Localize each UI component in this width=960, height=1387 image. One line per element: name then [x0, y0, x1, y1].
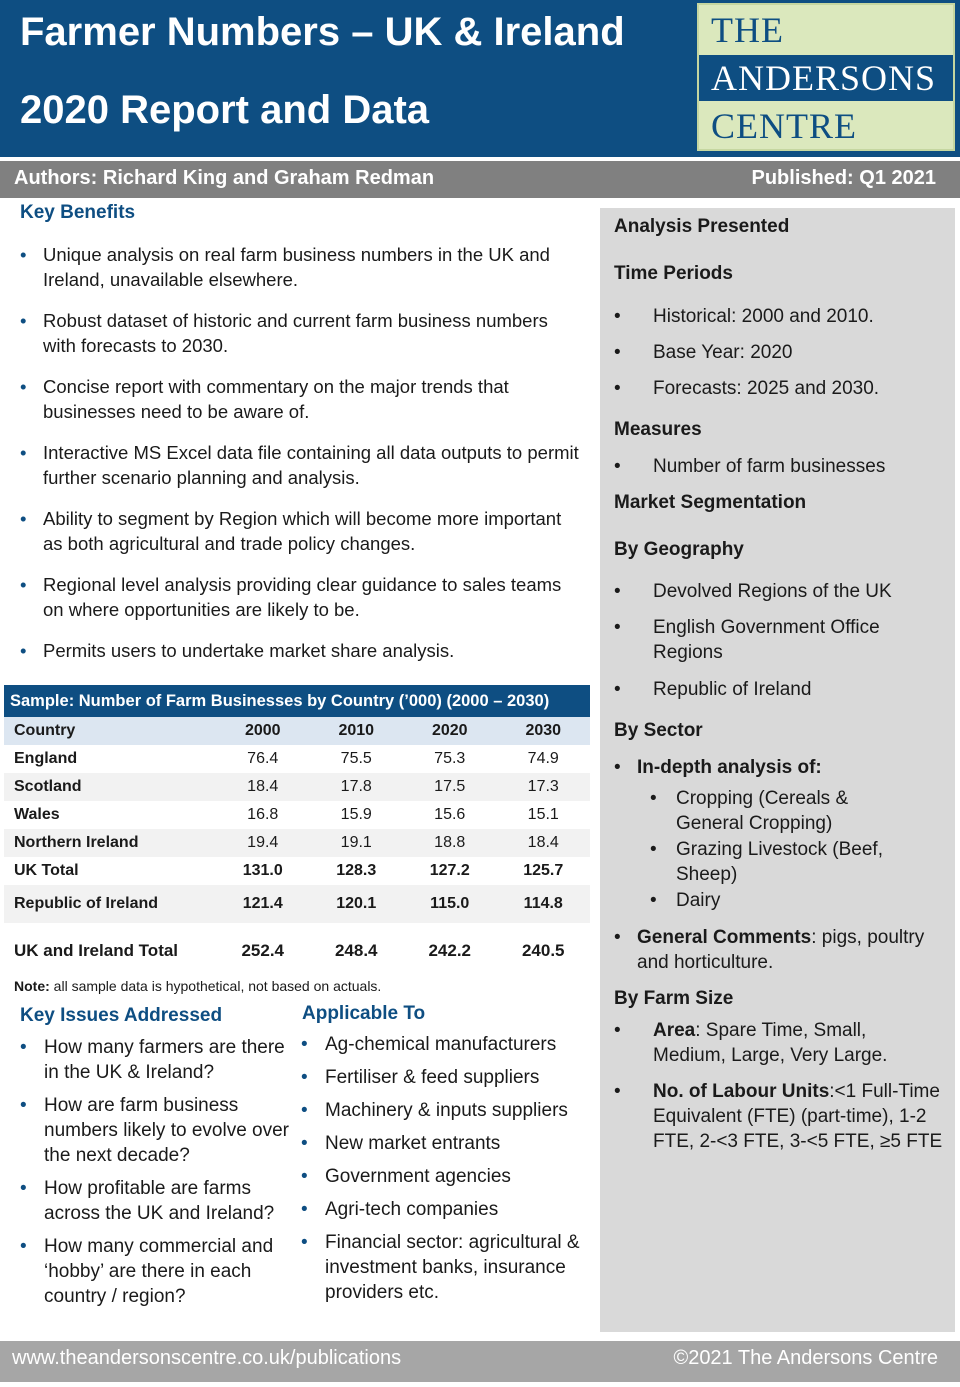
- bullet-icon: •: [20, 508, 27, 529]
- bullet-icon: •: [650, 890, 657, 911]
- list-item: • New market entrants: [301, 1133, 501, 1154]
- andersons-centre-logo: [697, 3, 955, 151]
- bullet-icon: •: [614, 378, 621, 399]
- bullet-icon: •: [20, 1095, 27, 1116]
- bullet-icon: •: [301, 1166, 308, 1187]
- published-date: Published: Q1 2021: [751, 167, 936, 189]
- sample-table-caption: Sample: Number of Farm Businesses by Country (’000) (2000 – 2030): [4, 685, 590, 717]
- bullet-icon: •: [301, 1199, 308, 1220]
- bullet-icon: •: [20, 640, 27, 661]
- farm-size-heading: By Farm Size: [614, 988, 734, 1009]
- bullet-icon: •: [614, 1020, 621, 1041]
- list-item: • Robust dataset of historic and current farm business numbers with forecasts to 2030.: [20, 310, 548, 356]
- key-benefits-heading: Key Benefits: [20, 202, 136, 223]
- bullet-icon: •: [20, 376, 27, 397]
- table-header-row: [4, 717, 590, 745]
- copyright: ©2021 The Andersons Centre: [673, 1347, 938, 1369]
- list-item: • Interactive MS Excel data file containing all data outputs to permit further scenario planning and analysis.: [20, 442, 579, 488]
- column-header: 2020: [431, 722, 468, 739]
- logo-line-1: THE: [711, 10, 784, 50]
- list-item: • Government agencies: [301, 1166, 511, 1187]
- column-header: 2010: [338, 722, 375, 739]
- bullet-icon: •: [614, 617, 621, 638]
- bullet-icon: •: [614, 757, 621, 778]
- footer: [0, 1341, 960, 1382]
- geography-heading: By Geography: [614, 539, 744, 560]
- key-issues-list: [20, 1035, 300, 1317]
- list-item: • Concise report with commentary on the major trends that businesses need to be aware of.: [20, 376, 509, 422]
- bullet-icon: •: [614, 927, 621, 948]
- applicable-to-list: [301, 1032, 593, 1313]
- list-item: • Permits users to undertake market share analysis.: [20, 640, 455, 661]
- list-item: • How many commercial and ‘hobby’ are there in each country / region?: [20, 1236, 274, 1307]
- key-issues-heading: Key Issues Addressed: [20, 1005, 223, 1026]
- logo-line-2: ANDERSONS: [699, 55, 953, 101]
- bullet-icon: •: [650, 788, 657, 809]
- sample-table: [4, 717, 590, 965]
- table-row: England 76.4 75.5 75.3 74.9: [14, 750, 559, 767]
- bullet-icon: •: [20, 442, 27, 463]
- segmentation-heading: Market Segmentation: [614, 492, 807, 513]
- column-header: 2030: [525, 722, 562, 739]
- analysis-panel: Analysis Presented Time Periods • Historical: 2000 and 2010. • Base Year: 2020 • Forecasts: 2025 and 2030. Measures • Number of farm businesses Market Segmentation By Geography • Devolved Regions of the UK • English Government Office Regions • Republic of Ireland By Sector • In-depth analysis of: • Cropping (Cereals & General Cropping) • Grazing Livestock (Beef, Sheep) • Dairy • General Comments: pigs, poultry and horticulture. By Farm Size • Area: Spare Time, Small, Medium, Large, Very Large. • No. of Labour Units:<1 Full-Time Equivalent (FTE) (part-time), 1-2 FTE, 2-<3 FTE, 3-<5 FTE, ≥5 FTE: [600, 208, 955, 1332]
- key-benefits-list: [20, 242, 580, 679]
- sector-heading: By Sector: [614, 720, 703, 741]
- bullet-icon: •: [20, 244, 27, 265]
- applicable-to-heading: Applicable To: [302, 1003, 426, 1024]
- header-banner: [0, 0, 960, 157]
- authors: Authors: Richard King and Graham Redman: [14, 167, 435, 189]
- bullet-icon: •: [301, 1034, 308, 1055]
- bullet-icon: •: [614, 306, 621, 327]
- bullet-icon: •: [20, 1236, 27, 1257]
- list-item: • How many farmers are there in the UK & Ireland?: [20, 1037, 285, 1083]
- bullet-icon: •: [614, 342, 621, 363]
- table-note: Note: all sample data is hypothetical, not based on actuals.: [14, 978, 382, 994]
- list-item: • How profitable are farms across the UK and Ireland?: [20, 1178, 275, 1224]
- table-row: Wales 16.8 15.9 15.6 15.1: [14, 806, 559, 823]
- column-header: 2000: [244, 722, 281, 739]
- list-item: • Machinery & inputs suppliers: [301, 1100, 568, 1121]
- bullet-icon: •: [614, 456, 621, 477]
- list-item: • Agri-tech companies: [301, 1199, 499, 1220]
- publications-link[interactable]: www.theandersonscentre.co.uk/publications: [12, 1347, 402, 1369]
- logo-line-3: CENTRE: [711, 106, 857, 146]
- list-item: • Ability to segment by Region which will become more important as both agricultural and trade policy changes.: [20, 508, 562, 554]
- report-subtitle: 2020 Report and Data: [20, 88, 430, 132]
- bullet-icon: •: [614, 1081, 621, 1102]
- list-item: • Fertiliser & feed suppliers: [301, 1067, 540, 1088]
- bullet-icon: •: [20, 1178, 27, 1199]
- measures-heading: Measures: [614, 419, 702, 440]
- table-row-total: UK Total 131.0 128.3 127.2 125.7: [14, 862, 564, 879]
- column-header: Country: [14, 722, 76, 739]
- bullet-icon: •: [301, 1133, 308, 1154]
- list-item: • Regional level analysis providing clear guidance to sales teams on where opportunities are likely to be.: [20, 574, 562, 620]
- list-item: • Financial sector: agricultural & investment banks, insurance providers etc.: [301, 1232, 580, 1303]
- table-spacer: [4, 923, 590, 937]
- bullet-icon: •: [650, 839, 657, 860]
- bullet-icon: •: [20, 574, 27, 595]
- bullet-icon: •: [301, 1067, 308, 1088]
- list-item: • How are farm business numbers likely to evolve over the next decade?: [20, 1095, 289, 1166]
- analysis-heading: Analysis Presented: [614, 216, 790, 237]
- time-periods-heading: Time Periods: [614, 263, 733, 284]
- authors-bar: [0, 161, 960, 198]
- bullet-icon: •: [301, 1100, 308, 1121]
- bullet-icon: •: [614, 581, 621, 602]
- list-item: • Unique analysis on real farm business numbers in the UK and Ireland, unavailable elsewhere.: [20, 244, 550, 290]
- bullet-icon: •: [20, 1037, 27, 1058]
- table-row: Scotland 18.4 17.8 17.5 17.3: [4, 773, 590, 801]
- bullet-icon: •: [614, 679, 621, 700]
- report-title: Farmer Numbers – UK & Ireland: [20, 10, 625, 54]
- bullet-icon: •: [20, 310, 27, 331]
- table-row: Republic of Ireland 121.4 120.1 115.0 114.8: [4, 885, 590, 923]
- table-row-grand-total: UK and Ireland Total 252.4 248.4 242.2 240.5: [14, 941, 565, 960]
- bullet-icon: •: [301, 1232, 308, 1253]
- list-item: • Ag-chemical manufacturers: [301, 1034, 557, 1055]
- table-row: Northern Ireland 19.4 19.1 18.8 18.4: [4, 829, 590, 857]
